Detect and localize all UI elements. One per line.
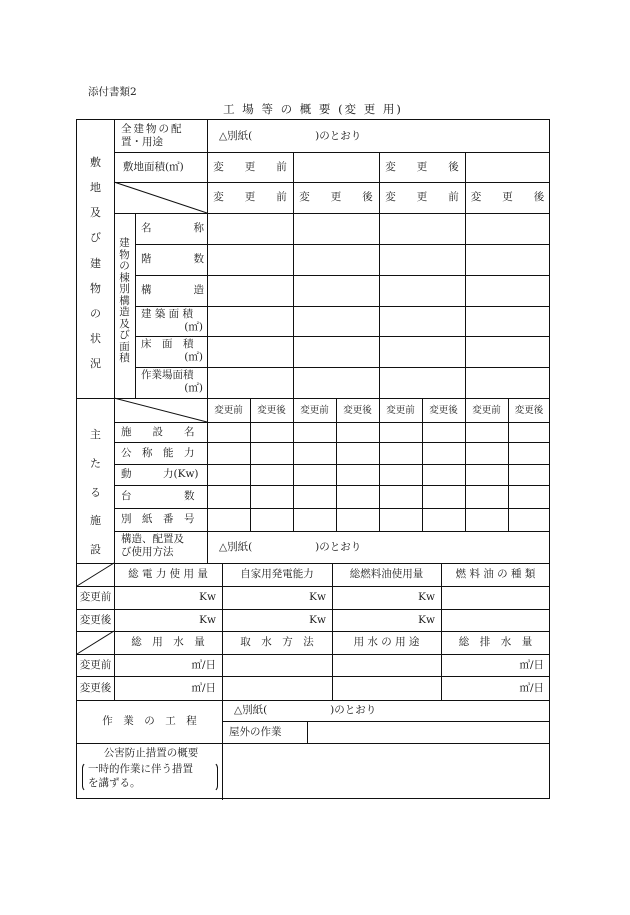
- form-title: 工 場 等 の 概 要 (変 更 用): [223, 102, 403, 116]
- grid-line: [135, 213, 136, 399]
- row-label-rated-capacity: 公 称 能 力: [121, 446, 195, 459]
- factory-overview-form: [76, 119, 550, 799]
- diagonal-line: [114, 182, 207, 213]
- header-water-use: 用 水 の 用 途: [353, 636, 420, 648]
- unit-kw: Kw: [418, 613, 435, 626]
- header-self-generation: 自家用発電能力: [240, 568, 314, 580]
- facility-after-header: 変更後: [429, 404, 458, 416]
- pollution-measures-line: を講ずる。: [88, 777, 141, 789]
- row-label-facility-name: 施 設 名: [121, 425, 195, 438]
- unit-m3-per-day: ㎥/日: [191, 658, 216, 671]
- unit-m3-per-day: ㎥/日: [191, 681, 216, 694]
- row-label-name: 名 称: [141, 222, 204, 234]
- unit-kw: Kw: [199, 613, 216, 626]
- unit-kw: Kw: [199, 591, 216, 603]
- header-total-fuel: 総燃料油使用量: [349, 568, 424, 580]
- unit-kw: Kw: [309, 613, 326, 626]
- col-header-after: 変 更 後: [470, 191, 545, 203]
- row-label-structure-layout: 構造、配置及 び使用方法: [121, 533, 184, 558]
- pollution-measures-line: 一時的作業に伴う措置: [88, 763, 193, 775]
- pollution-measures-title: 公害防止措置の概要: [103, 747, 199, 759]
- row-label-after: 変更後: [79, 613, 112, 626]
- row-label-units: 台 数: [121, 490, 195, 502]
- col-header-before: 変 更 前: [213, 191, 287, 203]
- site-area-after-value[interactable]: [465, 152, 550, 182]
- outdoor-work-label: 屋外の作業: [229, 725, 282, 738]
- facility-section-label: 主 た る 施 設: [90, 428, 101, 556]
- facility-before-header: 変更前: [472, 404, 501, 416]
- site-area-label: 敷地面積(㎡): [123, 160, 184, 173]
- diagonal-line: [114, 398, 207, 422]
- work-process-value: △別紙( )のとおり: [234, 704, 377, 716]
- row-label-floor-area: 床 面 積 (㎡): [141, 338, 203, 363]
- site-section-label: 敷 地 及 び 建 物 の 状 況: [90, 156, 101, 370]
- facility-before-header: 変更前: [386, 404, 415, 416]
- header-water-intake: 取 水 方 法: [240, 636, 314, 648]
- pollution-measures-value[interactable]: [222, 743, 550, 800]
- unit-m3-per-day: ㎥/日: [519, 658, 544, 671]
- col-header-after: 変 更 後: [299, 191, 373, 203]
- row-label-after: 変更後: [79, 681, 112, 694]
- header-fuel-type: 燃 料 油 の 種 類: [455, 568, 536, 580]
- facility-before-header: 変更前: [300, 404, 329, 416]
- facility-before-header: 変更前: [214, 404, 243, 416]
- building-layout-value: △別紙( )のとおり: [219, 129, 362, 142]
- row-label-work-area: 作業場面積 (㎡): [141, 369, 203, 394]
- unit-m3-per-day: ㎥/日: [519, 681, 544, 694]
- facility-after-header: 変更後: [257, 404, 286, 416]
- row-label-structure: 構 造: [141, 284, 204, 296]
- facility-after-header: 変更後: [514, 404, 544, 416]
- building-layout-label: 全建物の配 置・用途: [121, 123, 184, 148]
- diagonal-line: [77, 631, 114, 654]
- site-area-before-value[interactable]: [293, 152, 379, 182]
- header-total-drainage: 総 排 水 量: [458, 636, 533, 648]
- attachment-label: 添付書類2: [88, 86, 137, 98]
- work-process-label: 作 業 の 工 程: [102, 715, 197, 727]
- site-area-after-header: 変 更 後: [385, 160, 459, 173]
- building-group-label: 建 物 の 棟 別 構 造 及 び 面 積: [119, 237, 130, 364]
- unit-kw: Kw: [309, 591, 326, 603]
- grid-line: [135, 306, 550, 307]
- col-header-before: 変 更 前: [385, 191, 459, 203]
- header-total-power: 総 電 力 使 用 量: [128, 568, 208, 580]
- site-area-before-header: 変 更 前: [213, 160, 287, 173]
- grid-line: [135, 367, 550, 368]
- row-label-before: 変更前: [79, 658, 112, 671]
- structure-layout-value: △別紙( )のとおり: [219, 540, 362, 553]
- diagonal-line: [77, 563, 114, 586]
- facility-after-header: 変更後: [343, 404, 372, 416]
- row-label-attachment-number: 別 紙 番 号: [121, 513, 195, 525]
- grid-line: [135, 336, 550, 337]
- row-label-building-area: 建 築 面 積 (㎡): [141, 308, 203, 333]
- header-total-water: 総 用 水 量: [131, 636, 205, 648]
- row-label-before: 変更前: [79, 591, 112, 603]
- row-label-power: 動 力(Kw): [121, 468, 199, 480]
- row-label-floors: 階 数: [141, 253, 204, 265]
- unit-kw: Kw: [418, 591, 435, 603]
- outdoor-work-value[interactable]: [307, 721, 550, 743]
